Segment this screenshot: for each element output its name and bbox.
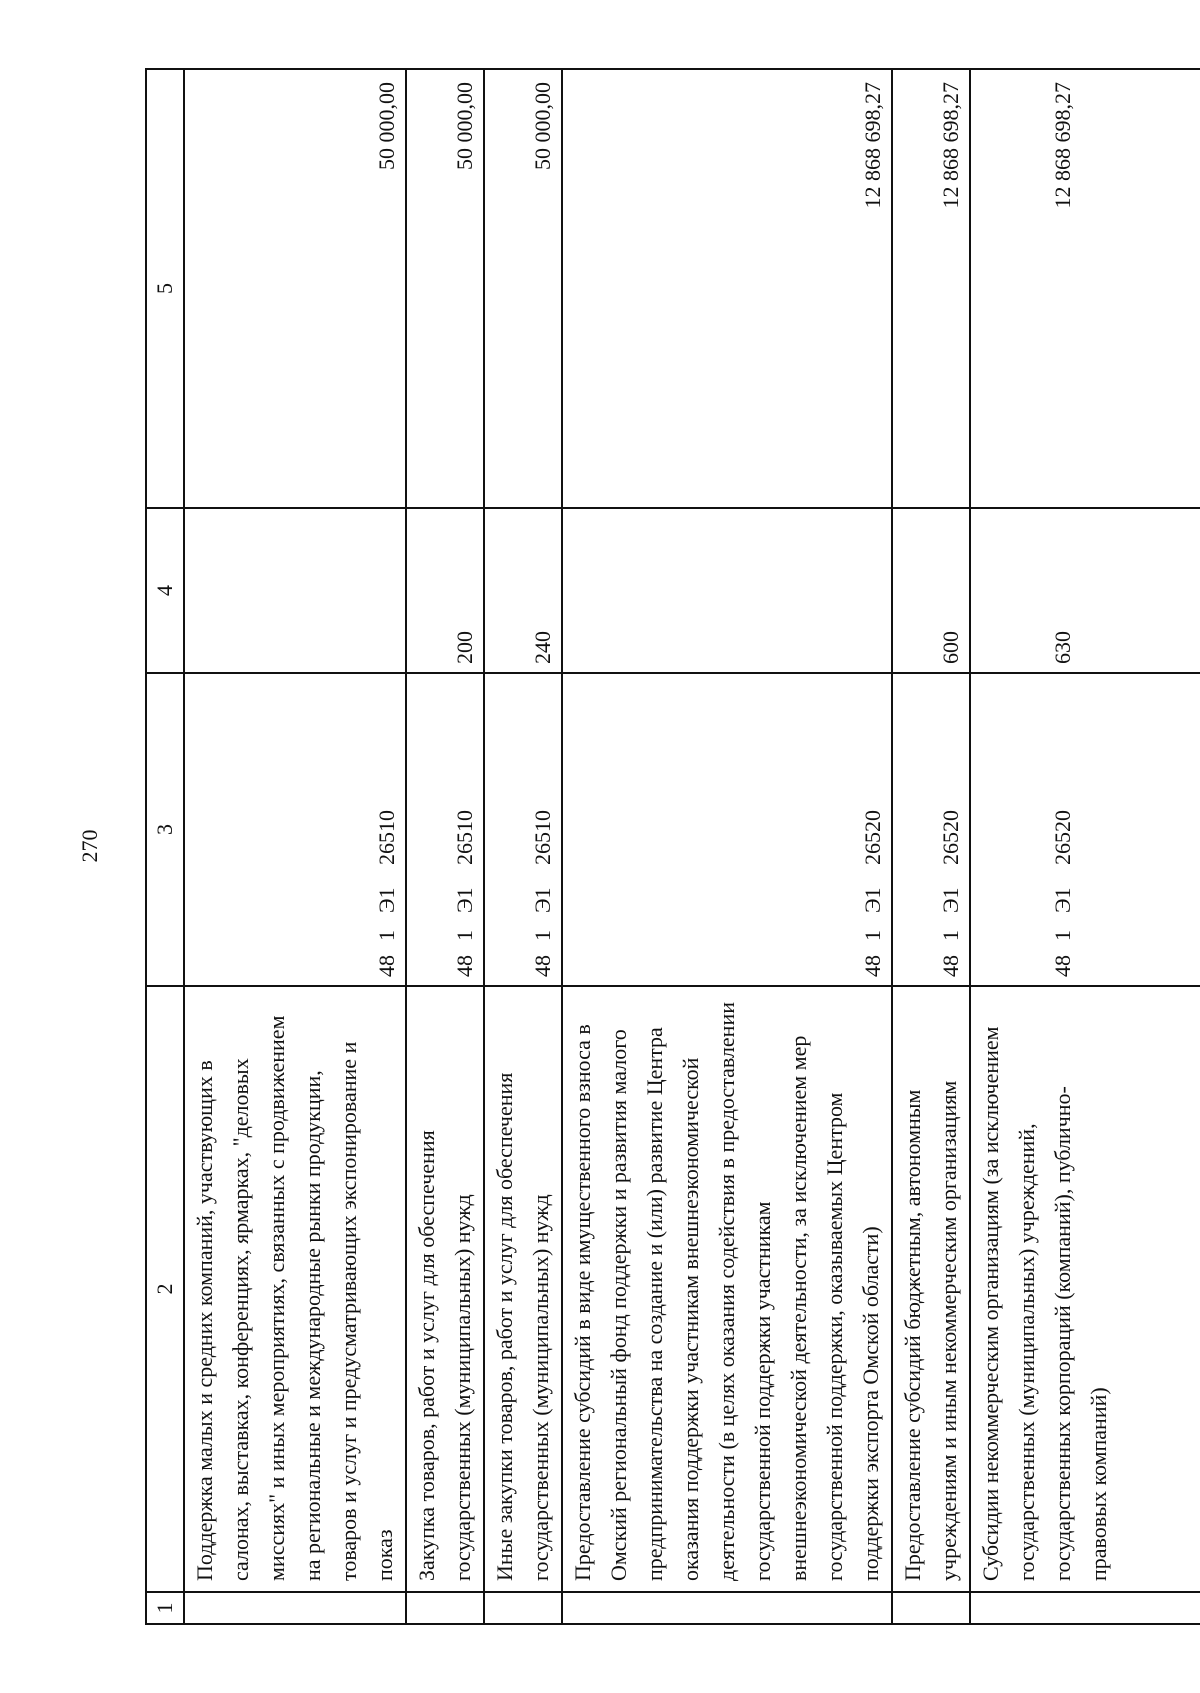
column-number: 5 [146, 69, 184, 508]
amount-cell: 50 000,00 [484, 69, 562, 508]
amount-cell: 12 868 698,27 [970, 69, 1200, 508]
expense-name-cell: Предоставление субсидий в виде имущественного взноса в Омский региональный фонд поддержки и развития малого предпринимательства на создание и (или) развитие Центра оказания поддержки участникам внешнеэкономической деятельности (в целях оказания содействия в предоставлении государственной поддержки участникам внешнеэкономической деятельности, за исключением мер государственной поддержки, оказываемых Центром поддержки экспорта Омской области) [562, 986, 892, 1592]
classification-code-cell [970, 673, 1200, 986]
code-part: 48 [1050, 955, 1075, 977]
expense-type-cell [562, 508, 892, 673]
classification-code-cell [892, 673, 970, 986]
amount-cell: 12 868 698,27 [562, 69, 892, 508]
expense-name-cell: Закупка товаров, работ и услуг для обеспечения государственных (муниципальных) нужд [406, 986, 484, 1592]
column-number: 1 [146, 1592, 184, 1624]
code-part: 48 [860, 955, 885, 977]
column-number: 4 [146, 508, 184, 673]
row-col1-cell [970, 1592, 1200, 1624]
code-part: Э1 [1050, 887, 1075, 913]
table-row [484, 69, 562, 1624]
budget-table-wrapper [145, 70, 1111, 1625]
code-part: 1 [530, 930, 555, 941]
column-number: 2 [146, 986, 184, 1592]
code-part: Э1 [860, 887, 885, 913]
expense-name-cell: Субсидии некоммерческим организациям (за исключением государственных (муниципальных) учреждений, государственных корпораций (компаний), публично-правовых компаний) [970, 986, 1200, 1592]
expense-name-cell: Предоставление субсидий бюджетным, автономным учреждениям и иным некоммерческим организациям [892, 986, 970, 1592]
amount-cell: 50 000,00 [406, 69, 484, 508]
code-part: 26520 [860, 810, 885, 865]
amount-cell: 50 000,00 [184, 69, 406, 508]
column-number: 3 [146, 673, 184, 986]
code-part: 26510 [452, 810, 477, 865]
table-row [892, 69, 970, 1624]
table-row [970, 69, 1200, 1624]
expense-type-cell: 600 [892, 508, 970, 673]
table-header-row [146, 69, 184, 1624]
code-part: 26510 [374, 810, 399, 865]
code-part: 1 [374, 930, 399, 941]
classification-code-cell [406, 673, 484, 986]
code-part: 26510 [530, 810, 555, 865]
code-part: 48 [374, 955, 399, 977]
table-row [184, 69, 406, 1624]
code-part: 26520 [1050, 810, 1075, 865]
expense-type-cell: 200 [406, 508, 484, 673]
page-number: 270 [77, 829, 102, 863]
expense-type-cell: 240 [484, 508, 562, 673]
expense-type-cell [184, 508, 406, 673]
code-part: 48 [452, 955, 477, 977]
table-row [562, 69, 892, 1624]
code-part: 1 [860, 930, 885, 941]
code-part: Э1 [530, 887, 555, 913]
expense-name-cell: Поддержка малых и средних компаний, участвующих в салонах, выставках, конференциях, ярмарках, "деловых миссиях" и иных мероприятиях, связанных с продвижением на региональные и международные рынки продукции, товаров и услуг и предусматривающих экспонирование и показ [184, 986, 406, 1592]
classification-code-cell [562, 673, 892, 986]
expense-type-cell: 630 [970, 508, 1200, 673]
code-part: 1 [452, 930, 477, 941]
row-col1-cell [892, 1592, 970, 1624]
row-col1-cell [562, 1592, 892, 1624]
code-part: 1 [1050, 930, 1075, 941]
expense-name-cell: Иные закупки товаров, работ и услуг для обеспечения государственных (муниципальных) нужд [484, 986, 562, 1592]
code-part: 48 [938, 955, 963, 977]
code-part: 1 [938, 930, 963, 941]
code-part: Э1 [938, 887, 963, 913]
amount-cell: 12 868 698,27 [892, 69, 970, 508]
code-part: Э1 [452, 887, 477, 913]
code-part: 26520 [938, 810, 963, 865]
row-col1-cell [406, 1592, 484, 1624]
classification-code-cell [484, 673, 562, 986]
table-row [406, 69, 484, 1624]
budget-table [145, 68, 1200, 1625]
code-part: 48 [530, 955, 555, 977]
row-col1-cell [484, 1592, 562, 1624]
row-col1-cell [184, 1592, 406, 1624]
code-part: Э1 [374, 887, 399, 913]
classification-code-cell [184, 673, 406, 986]
